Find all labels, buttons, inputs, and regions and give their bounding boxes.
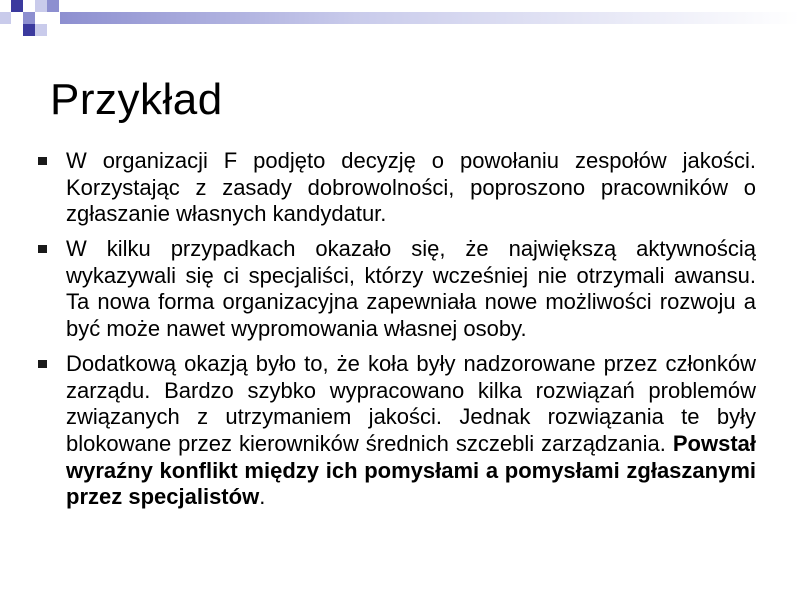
bullet-text: W kilku przypadkach okazało się, że największą aktywnością wykazywali się ci specjaliści, którzy wcześniej nie otrzymali awansu. Ta nowa forma organizacyjna zapewniała nowe możliwości rozwoju a być może nawet wypromowania własnej osoby. [66,236,756,342]
bullet-marker-icon [38,157,47,166]
bullet-marker-icon [38,360,47,369]
bullet-text: W organizacji F podjęto decyzję o powołaniu zespołów jakości. Korzystając z zasady dobrowolności, poproszono pracowników o zgłaszanie własnych kandydatur. [66,148,756,227]
header-decoration [0,0,800,50]
bullet-marker-icon [38,245,47,254]
bullet-tail: . [259,484,266,510]
deco-square [23,24,35,36]
deco-square [47,0,59,12]
bullet-item [36,148,756,228]
deco-square [0,12,11,24]
bullet-bold-text: Powstał wyraźny konflikt między ich pomysłami a pomysłami zgłaszanymi przez specjalistów [66,430,756,510]
deco-square [23,12,35,24]
bullet-list [36,148,756,519]
deco-square [11,0,23,12]
bullet-text: Dodatkową okazją było to, że koła były nadzorowane przez członków zarządu. Bardzo szybko wypracowano kilka rozwiązań problemów związanych z utrzymaniem jakości. Jednak rozwiązania te były blokowane przez kierowników średnich szczebli zarządzania. [66,351,756,456]
bullet-item [36,236,756,342]
deco-square [35,24,47,36]
slide-title: Przykład [50,75,223,124]
bullet-item [36,351,756,511]
deco-band [60,12,800,24]
deco-square [35,0,47,12]
